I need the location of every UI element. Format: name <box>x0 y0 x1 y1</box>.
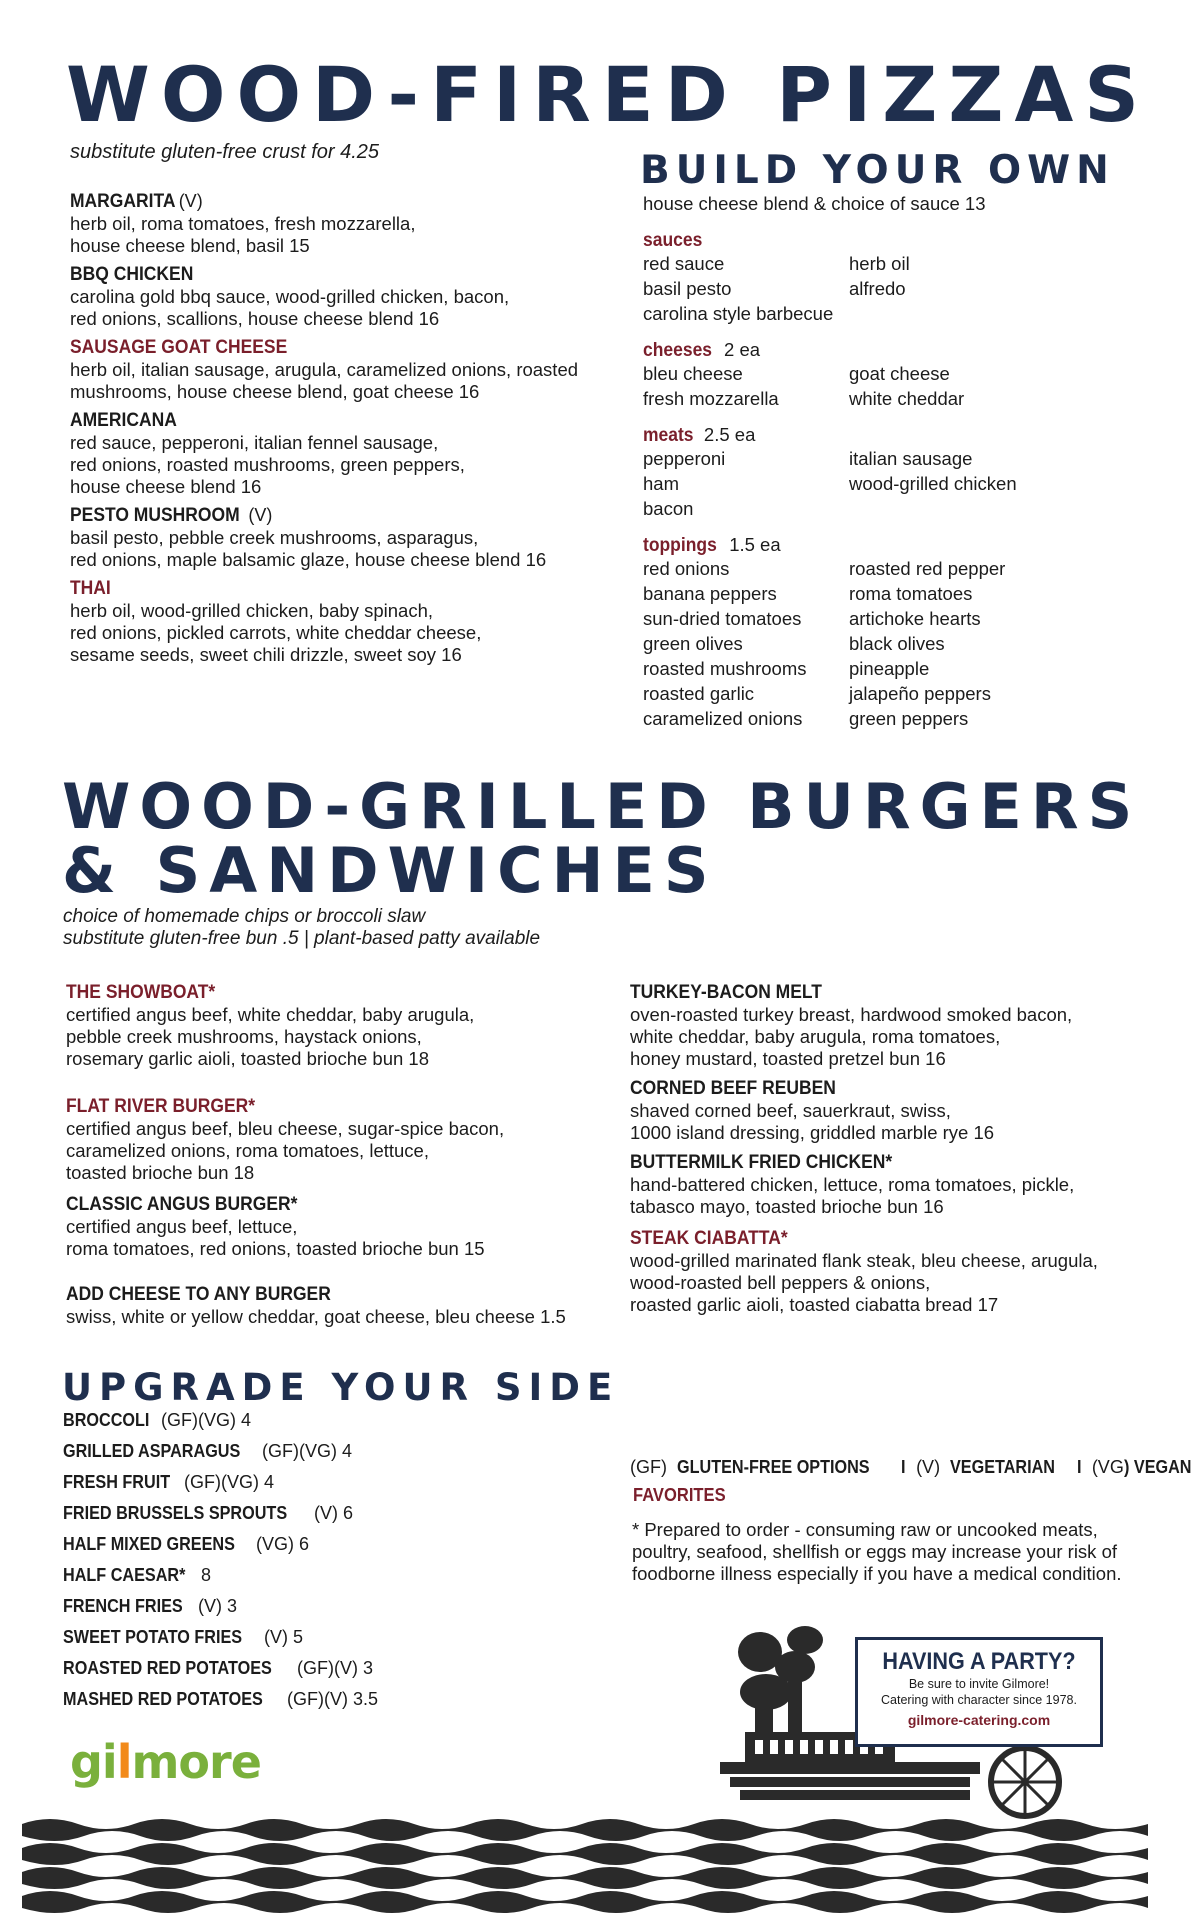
party-line-1: Be sure to invite Gilmore! <box>908 1677 1050 1691</box>
byo-option: green peppers <box>849 708 969 729</box>
disclaimer: * Prepared to order - consuming raw or uncooked meats, poultry, seafood, shellfish or eggs may increase your risk of foodborne illness especially if you have a medical condition. <box>632 1519 1122 1584</box>
side-item-name: BROCCOLI <box>63 1410 150 1430</box>
byo-group-price: 2 ea <box>724 339 761 360</box>
byo-option: roasted red pepper <box>849 558 1006 579</box>
byo-groups <box>643 221 1093 730</box>
party-line-2: Catering with character since 1978. <box>881 1693 1077 1707</box>
pizzas-title: WOOD-FIRED PIZZAS <box>66 50 1151 139</box>
legend-separator-1: I <box>901 1457 906 1477</box>
pizza-list <box>70 191 630 673</box>
sides-list <box>63 1405 378 1715</box>
byo-options <box>643 253 1093 325</box>
wave-stripe-3 <box>22 1867 1148 1889</box>
byo-group-price: 2.5 ea <box>703 424 756 445</box>
byo-option: black olives <box>849 633 945 654</box>
byo-option: red sauce <box>643 253 725 274</box>
menu-item-description: certified angus beef, lettuce, roma tomatoes, red onions, toasted brioche bun 15 <box>66 1216 485 1259</box>
byo-group-label: meats <box>643 425 694 446</box>
byo-option: sun-dried tomatoes <box>643 608 802 629</box>
legend-v-code: (V) <box>916 1457 941 1477</box>
menu-item <box>70 264 630 330</box>
byo-intro: house cheese blend & choice of sauce 13 <box>643 193 986 214</box>
burgers-note-1: choice of homemade chips or broccoli slaw <box>63 906 426 927</box>
side-item-price: (GF)(VG) 4 <box>161 1410 251 1430</box>
menu-item <box>70 191 630 257</box>
byo-option <box>849 498 1049 520</box>
byo-option: artichoke hearts <box>849 608 981 629</box>
menu-item-name: STEAK CIABATTA* <box>630 1228 788 1249</box>
menu-item <box>70 578 630 666</box>
menu-item-description: certified angus beef, bleu cheese, sugar-spice bacon, caramelized onions, roma tomatoes, lettuce, toasted brioche bun 18 <box>66 1118 505 1183</box>
logo-carrot-letter: l <box>116 1735 132 1789</box>
legend-vg-code: (VG <box>1091 1457 1124 1477</box>
side-item <box>63 1529 378 1560</box>
side-item <box>63 1405 378 1436</box>
menu-item <box>630 1152 1150 1218</box>
byo-option: basil pesto <box>643 278 732 299</box>
side-item <box>63 1436 378 1467</box>
menu-item-flag: (V) <box>178 191 203 211</box>
side-item <box>63 1591 378 1622</box>
legend-vg-label: ) VEGAN <box>1123 1457 1192 1477</box>
byo-group-label: cheeses <box>643 340 713 361</box>
menu-item-name: BBQ CHICKEN <box>70 264 194 285</box>
side-item-name: ROASTED RED POTATOES <box>63 1658 272 1678</box>
menu-item-name: CLASSIC ANGUS BURGER* <box>66 1194 298 1215</box>
byo-option: herb oil <box>849 253 910 274</box>
menu-item-header <box>70 191 630 213</box>
burgers-title-line1: WOOD-GRILLED BURGERS <box>62 770 1142 843</box>
burgers-title-line2: & SANDWICHES <box>62 834 718 907</box>
menu-item-header <box>70 578 630 600</box>
side-item-name: SWEET POTATO FRIES <box>63 1627 243 1647</box>
burgers-right-column <box>630 982 1150 1316</box>
wave-stripe-4 <box>22 1891 1148 1913</box>
byo-option: jalapeño peppers <box>849 683 991 704</box>
menu-item <box>66 1284 626 1328</box>
legend-gf-label: GLUTEN-FREE OPTIONS <box>677 1457 870 1477</box>
legend-gf-code: (GF) <box>630 1457 667 1477</box>
byo-option: white cheddar <box>849 388 965 409</box>
side-item-price: (GF)(V) 3.5 <box>287 1689 379 1709</box>
byo-option: banana peppers <box>643 583 777 604</box>
byo-option: roma tomatoes <box>849 583 973 604</box>
menu-item <box>70 410 630 498</box>
byo-group-label: sauces <box>643 230 703 251</box>
byo-option: alfredo <box>849 278 906 299</box>
byo-option: ham <box>643 473 679 494</box>
menu-item-name: TURKEY-BACON MELT <box>630 982 822 1003</box>
menu-item <box>630 1078 1150 1144</box>
menu-item-description: swiss, white or yellow cheddar, goat cheese, bleu cheese 1.5 <box>66 1306 566 1327</box>
menu-item <box>630 982 1150 1070</box>
side-item-price: (GF)(VG) 4 <box>262 1441 353 1461</box>
wave-border <box>22 1812 1148 1912</box>
side-item-name: HALF CAESAR* <box>63 1565 186 1585</box>
side-item-name: HALF MIXED GREENS <box>63 1534 235 1554</box>
byo-option: red onions <box>643 558 730 579</box>
side-item-name: FRIED BRUSSELS SPROUTS <box>63 1503 288 1523</box>
byo-option: roasted garlic <box>643 683 755 704</box>
byo-option: goat cheese <box>849 363 950 384</box>
party-title: HAVING A PARTY? <box>882 1648 1076 1675</box>
menu-item <box>66 982 626 1070</box>
menu-item-header <box>70 410 630 432</box>
byo-options <box>643 558 1093 730</box>
byo-group-header <box>643 416 1093 448</box>
menu-item-description: wood-grilled marinated flank steak, bleu cheese, arugula, wood-roasted bell peppers & onions, roasted garlic aioli, toasted ciabatta bread 17 <box>630 1250 1098 1315</box>
side-item-price: 8 <box>201 1565 212 1585</box>
menu-item-description: red sauce, pepperoni, italian fennel sausage, red onions, roasted mushrooms, green peppers, house cheese blend 16 <box>70 432 465 497</box>
diet-legend <box>630 1457 1199 1478</box>
side-item-price: (VG) 6 <box>256 1534 310 1554</box>
side-item <box>63 1622 378 1653</box>
wave-stripe-2 <box>22 1843 1148 1865</box>
menu-item-header <box>70 505 630 527</box>
byo-option: bacon <box>643 498 694 519</box>
side-item-name: FRESH FRUIT <box>63 1472 171 1492</box>
burgers-left-column <box>66 982 626 1328</box>
byo-section <box>643 193 1093 730</box>
menu-item-name: PESTO MUSHROOM <box>70 505 240 526</box>
byo-group-header <box>643 331 1093 363</box>
menu-item-name: THE SHOWBOAT* <box>66 982 216 1003</box>
byo-options <box>643 448 1093 520</box>
legend-favorites: FAVORITES <box>633 1485 726 1505</box>
side-item-price: (V) 5 <box>264 1627 304 1647</box>
menu-item <box>66 1194 626 1260</box>
byo-group-header <box>643 221 1093 253</box>
byo-group-price: 1.5 ea <box>729 534 781 555</box>
byo-options <box>643 363 1093 410</box>
legend-v-label: VEGETARIAN <box>950 1457 1056 1477</box>
byo-option: pineapple <box>849 658 930 679</box>
side-item <box>63 1467 378 1498</box>
side-item-name: MASHED RED POTATOES <box>63 1689 263 1709</box>
menu-item-description: basil pesto, pebble creek mushrooms, asparagus, red onions, maple balsamic glaze, house cheese blend 16 <box>70 527 547 570</box>
wave-stripe-1 <box>22 1819 1148 1841</box>
menu-item-name: FLAT RIVER BURGER* <box>66 1096 256 1117</box>
party-url[interactable]: gilmore-catering.com <box>907 1712 1051 1728</box>
byo-option: carolina style barbecue <box>643 303 834 324</box>
menu-item-description: herb oil, wood-grilled chicken, baby spinach, red onions, pickled carrots, white cheddar cheese, sesame seeds, sweet chili drizzle, sweet soy 16 <box>70 600 482 665</box>
side-item-name: GRILLED ASPARAGUS <box>63 1441 241 1461</box>
byo-option: fresh mozzarella <box>643 388 779 409</box>
byo-option: wood-grilled chicken <box>849 473 1017 494</box>
party-callout <box>855 1637 1103 1747</box>
byo-group-header <box>643 526 1093 558</box>
menu-item-header <box>70 264 630 286</box>
legend-separator-2: I <box>1076 1457 1082 1477</box>
menu-item <box>66 1096 626 1184</box>
menu-item-description: herb oil, roma tomatoes, fresh mozzarella, house cheese blend, basil 15 <box>70 213 416 256</box>
menu-item-name: MARGARITA <box>70 191 176 212</box>
menu-item-description: carolina gold bbq sauce, wood-grilled chicken, bacon, red onions, scallions, house cheese blend 16 <box>70 286 510 329</box>
byo-option: italian sausage <box>849 448 973 469</box>
byo-option <box>849 303 1049 325</box>
menu-item <box>70 337 630 403</box>
menu-item-name: BUTTERMILK FRIED CHICKEN* <box>630 1152 893 1173</box>
byo-group-label: toppings <box>643 535 717 556</box>
logo-text-post: more <box>131 1735 261 1789</box>
logo-text-pre: gi <box>70 1735 117 1789</box>
sides-title: UPGRADE YOUR SIDE <box>62 1366 620 1409</box>
side-item <box>63 1653 378 1684</box>
side-item-price: (GF)(V) 3 <box>297 1658 374 1678</box>
menu-item <box>70 505 630 571</box>
side-item-price: (V) 3 <box>198 1596 238 1616</box>
side-item <box>63 1684 378 1715</box>
burgers-note-2: substitute gluten-free bun .5 | plant-based patty available <box>63 928 541 949</box>
menu-item-name: AMERICANA <box>70 410 177 431</box>
menu-item-name: THAI <box>70 578 111 599</box>
menu-item-description: hand-battered chicken, lettuce, roma tomatoes, pickle, tabasco mayo, toasted brioche bun 16 <box>630 1174 1075 1217</box>
byo-option: caramelized onions <box>643 708 803 729</box>
byo-option: pepperoni <box>643 448 726 469</box>
byo-title: BUILD YOUR OWN <box>640 148 1115 193</box>
side-item-price: (GF)(VG) 4 <box>184 1472 274 1492</box>
menu-item-header <box>70 337 630 359</box>
menu-item-description: shaved corned beef, sauerkraut, swiss, 1000 island dressing, griddled marble rye 16 <box>630 1100 995 1143</box>
side-item-name: FRENCH FRIES <box>63 1596 183 1616</box>
side-item-price: (V) 6 <box>314 1503 354 1523</box>
side-item <box>63 1560 378 1591</box>
byo-option: bleu cheese <box>643 363 743 384</box>
menu-item-description: herb oil, italian sausage, arugula, caramelized onions, roasted mushrooms, house cheese blend, goat cheese 16 <box>70 359 579 402</box>
menu-item-name: SAUSAGE GOAT CHEESE <box>70 337 288 358</box>
byo-option: green olives <box>643 633 743 654</box>
pizzas-subtitle: substitute gluten-free crust for 4.25 <box>70 141 380 163</box>
menu-item-flag: (V) <box>248 505 273 525</box>
menu-item-name: CORNED BEEF REUBEN <box>630 1078 836 1099</box>
menu-item-description: oven-roasted turkey breast, hardwood smoked bacon, white cheddar, baby arugula, roma tomatoes, honey mustard, toasted pretzel bun 16 <box>630 1004 1073 1069</box>
menu-item-description: certified angus beef, white cheddar, baby arugula, pebble creek mushrooms, haystack onions, rosemary garlic aioli, toasted brioche bun 18 <box>66 1004 475 1069</box>
side-item <box>63 1498 378 1529</box>
menu-item <box>630 1228 1150 1316</box>
gilmore-logo <box>70 1735 261 1789</box>
menu-item-name: ADD CHEESE TO ANY BURGER <box>66 1284 331 1305</box>
byo-option: roasted mushrooms <box>643 658 807 679</box>
